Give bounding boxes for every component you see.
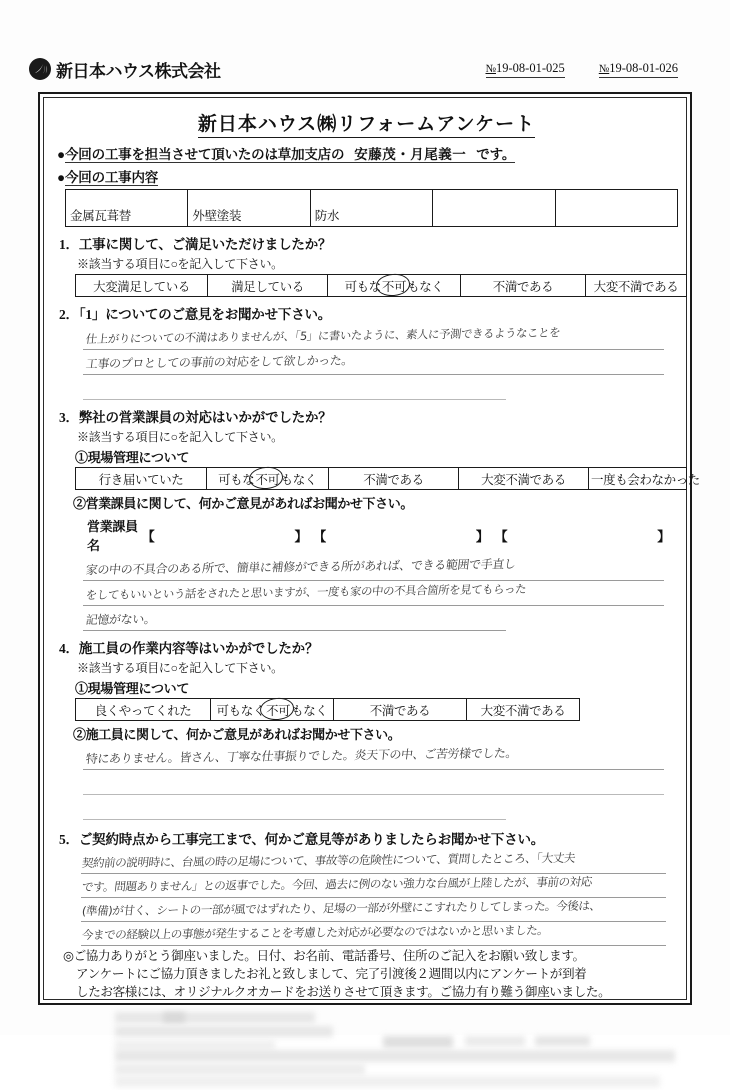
q3-choice-1[interactable]: 可もな不可もなく [207,468,329,490]
answer-line [81,850,666,874]
form-frame [38,92,700,1005]
q4-choice-1[interactable]: 可もなく不可もなく [211,699,334,721]
letterhead [28,50,702,88]
question-3-sub2: ②営業課員に関して、何かご意見があればお聞かせ下さい。 [73,496,413,511]
q1-choice-1[interactable]: 満足している [208,275,328,297]
answer-line [81,922,666,946]
question-5-heading: 5．ご契約時点から工事完工まで、何かご意見等がありましたらお聞かせ下さい。 [59,832,545,847]
answer-line [81,898,666,922]
document-number-1: №19-08-01-025 [486,61,565,78]
answer-line [83,606,506,631]
sales-staff-name-row [87,516,676,554]
table-row [76,699,580,721]
handwriting-text: 工事のプロとしての事前の対応をして欲しかった。 [85,353,354,372]
answer-line-blank [83,375,506,400]
q1-choice-3[interactable]: 不満である [461,275,586,297]
document-number-2: №19-08-01-026 [599,61,678,78]
table-row [66,190,678,227]
selection-circle-mark: 不可 [254,470,280,488]
work-content-label: 今回の工事内容 [64,170,159,185]
company-name: 新日本ハウス株式会社 [56,61,221,82]
answer-line [81,874,666,898]
closing-line-1: ◎ご協力ありがとう御座いました。日付、お名前、電話番号、住所のご記入をお願い致します。 [63,949,585,963]
form-title: 新日本ハウス㈱リフォームアンケート [57,109,676,136]
intro-suffix: です。 [476,147,516,162]
work-content-heading [57,166,676,186]
handwriting-text: 特にありません。皆さん、丁寧な仕事振りでした。炎天下の中、ご苦労様でした。 [85,745,518,767]
question-3-sub1: ①現場管理について [75,450,190,465]
q3-choice-3[interactable]: 大変不満である [459,468,589,490]
q4-choice-0[interactable]: 良くやってくれた [76,699,211,721]
q4-choice-3[interactable]: 大変不満である [467,699,580,721]
handwriting-text: 記憶がない。 [85,612,157,628]
handwriting-text: (準備)が甘く、シートの一部が風ではずれたり、足場の一部が外壁にこすれたりしてしまった。今後は、 [81,898,602,919]
question-5-answer [57,850,676,946]
answer-line-blank [83,770,664,795]
question-4-note: ※該当する項目に○を記入して下さい。 [77,661,283,675]
intro-mid: の [330,147,345,162]
question-3-heading: 3．弊社の営業課員の対応はいかがでしたか？ [59,410,332,425]
bullet-icon: ● [57,170,65,185]
q1-choice-4[interactable]: 大変不満である [586,275,687,297]
bullet-icon: ● [57,147,65,162]
q1-choice-2[interactable]: 可もな不可もなく [328,275,461,297]
question-4-sub2: ②施工員に関して、何かご意見があればお聞かせ下さい。 [73,727,401,742]
redacted-personal-info [115,1010,666,1090]
form-content [40,94,700,1003]
answer-line [83,745,664,770]
sales-staff-field-3[interactable]: 【 】 [494,528,670,544]
handwriting-text: 契約前の説明時に、台風の時の足場について、事故等の危険性について、質問したところ、「大丈夫 [81,850,576,871]
work-cell-5 [555,190,677,227]
question-4-heading: 4．施工員の作業内容等はいかがでしたか？ [59,641,319,656]
q4-choice-2[interactable]: 不満である [334,699,467,721]
answer-line-blank [83,795,506,820]
sales-staff-field-1[interactable]: 【 】 [141,528,308,544]
work-cell-1: 金属瓦葺替 [66,190,188,227]
company-logo [28,57,221,82]
intro-branch: 草加支店 [277,147,331,162]
handwriting-text: 仕上がりについての不満はありませんが、「5」に書いたように、素人に予測できるようなことを [85,325,561,347]
work-cell-2: 外壁塗装 [188,190,310,227]
answer-line [83,556,664,581]
handwriting-text: 家の中の不具合のある所で、簡単に補修ができる所があれば、できる範囲で手直し [85,557,517,578]
question-2-heading: 2．「1」についてのご意見をお聞かせ下さい。 [59,307,332,322]
work-cell-4 [433,190,555,227]
swoosh-logo-icon [28,57,52,81]
work-content-table [65,189,678,227]
question-3-answer [57,556,676,631]
answer-line [83,325,664,350]
question-4-choices [75,698,580,721]
question-4-sub1: ①現場管理について [75,681,190,696]
question-1-note: ※該当する項目に○を記入して下さい。 [77,257,283,271]
answer-line [83,581,664,606]
q1-choice-0[interactable]: 大変満足している [76,275,208,297]
intro-staff: 安藤茂・月尾義一 [344,147,476,163]
question-3-note: ※該当する項目に○を記入して下さい。 [77,430,283,444]
answer-line [83,350,664,375]
selection-circle-mark: 不可 [265,701,291,719]
document-numbers [486,61,703,78]
q3-choice-0[interactable]: 行き届いていた [76,468,207,490]
sales-staff-field-2[interactable]: 【 】 [313,528,489,544]
closing-line-3: したお客様には、オリジナルクオカードをお送りさせて頂きます。ご協力有り難う御座いました。 [76,984,611,999]
question-4-answer [57,745,676,820]
closing-note [63,948,676,1002]
handwriting-text: です。問題ありません」との返事でした。今回、過去に例のない強力な台風が上陸したが、事前の対応 [81,874,593,895]
intro-prefix: 今回の工事を担当させて頂いたのは [64,147,278,162]
question-1-heading: 1．工事に関して、ご満足いただけましたか？ [59,237,332,252]
table-row [76,275,687,297]
question-1-choices [75,274,687,297]
handwriting-text: 今までの経験以上の事態が発生することを考慮した対応が必要なのではないかと思いました。 [81,923,550,943]
work-cell-3: 防水 [310,190,432,227]
q3-choice-2[interactable]: 不満である [329,468,459,490]
sales-staff-label: 営業課員名 [87,519,138,553]
table-row [76,468,687,490]
handwriting-text: をしてもいいという話をされたと思いますが、一度も家の中の不具合箇所を見てもらった [85,581,527,603]
question-3-choices [75,467,700,490]
closing-line-2: アンケートにご協力頂きましたお礼と致しまして、完了引渡後２週間以内にアンケートが到着 [76,966,587,981]
intro-line [57,143,676,163]
q3-choice-4[interactable]: 一度も会わなかった [589,468,687,490]
selection-circle-mark: 不可 [381,277,407,295]
question-2-answer [57,325,676,400]
